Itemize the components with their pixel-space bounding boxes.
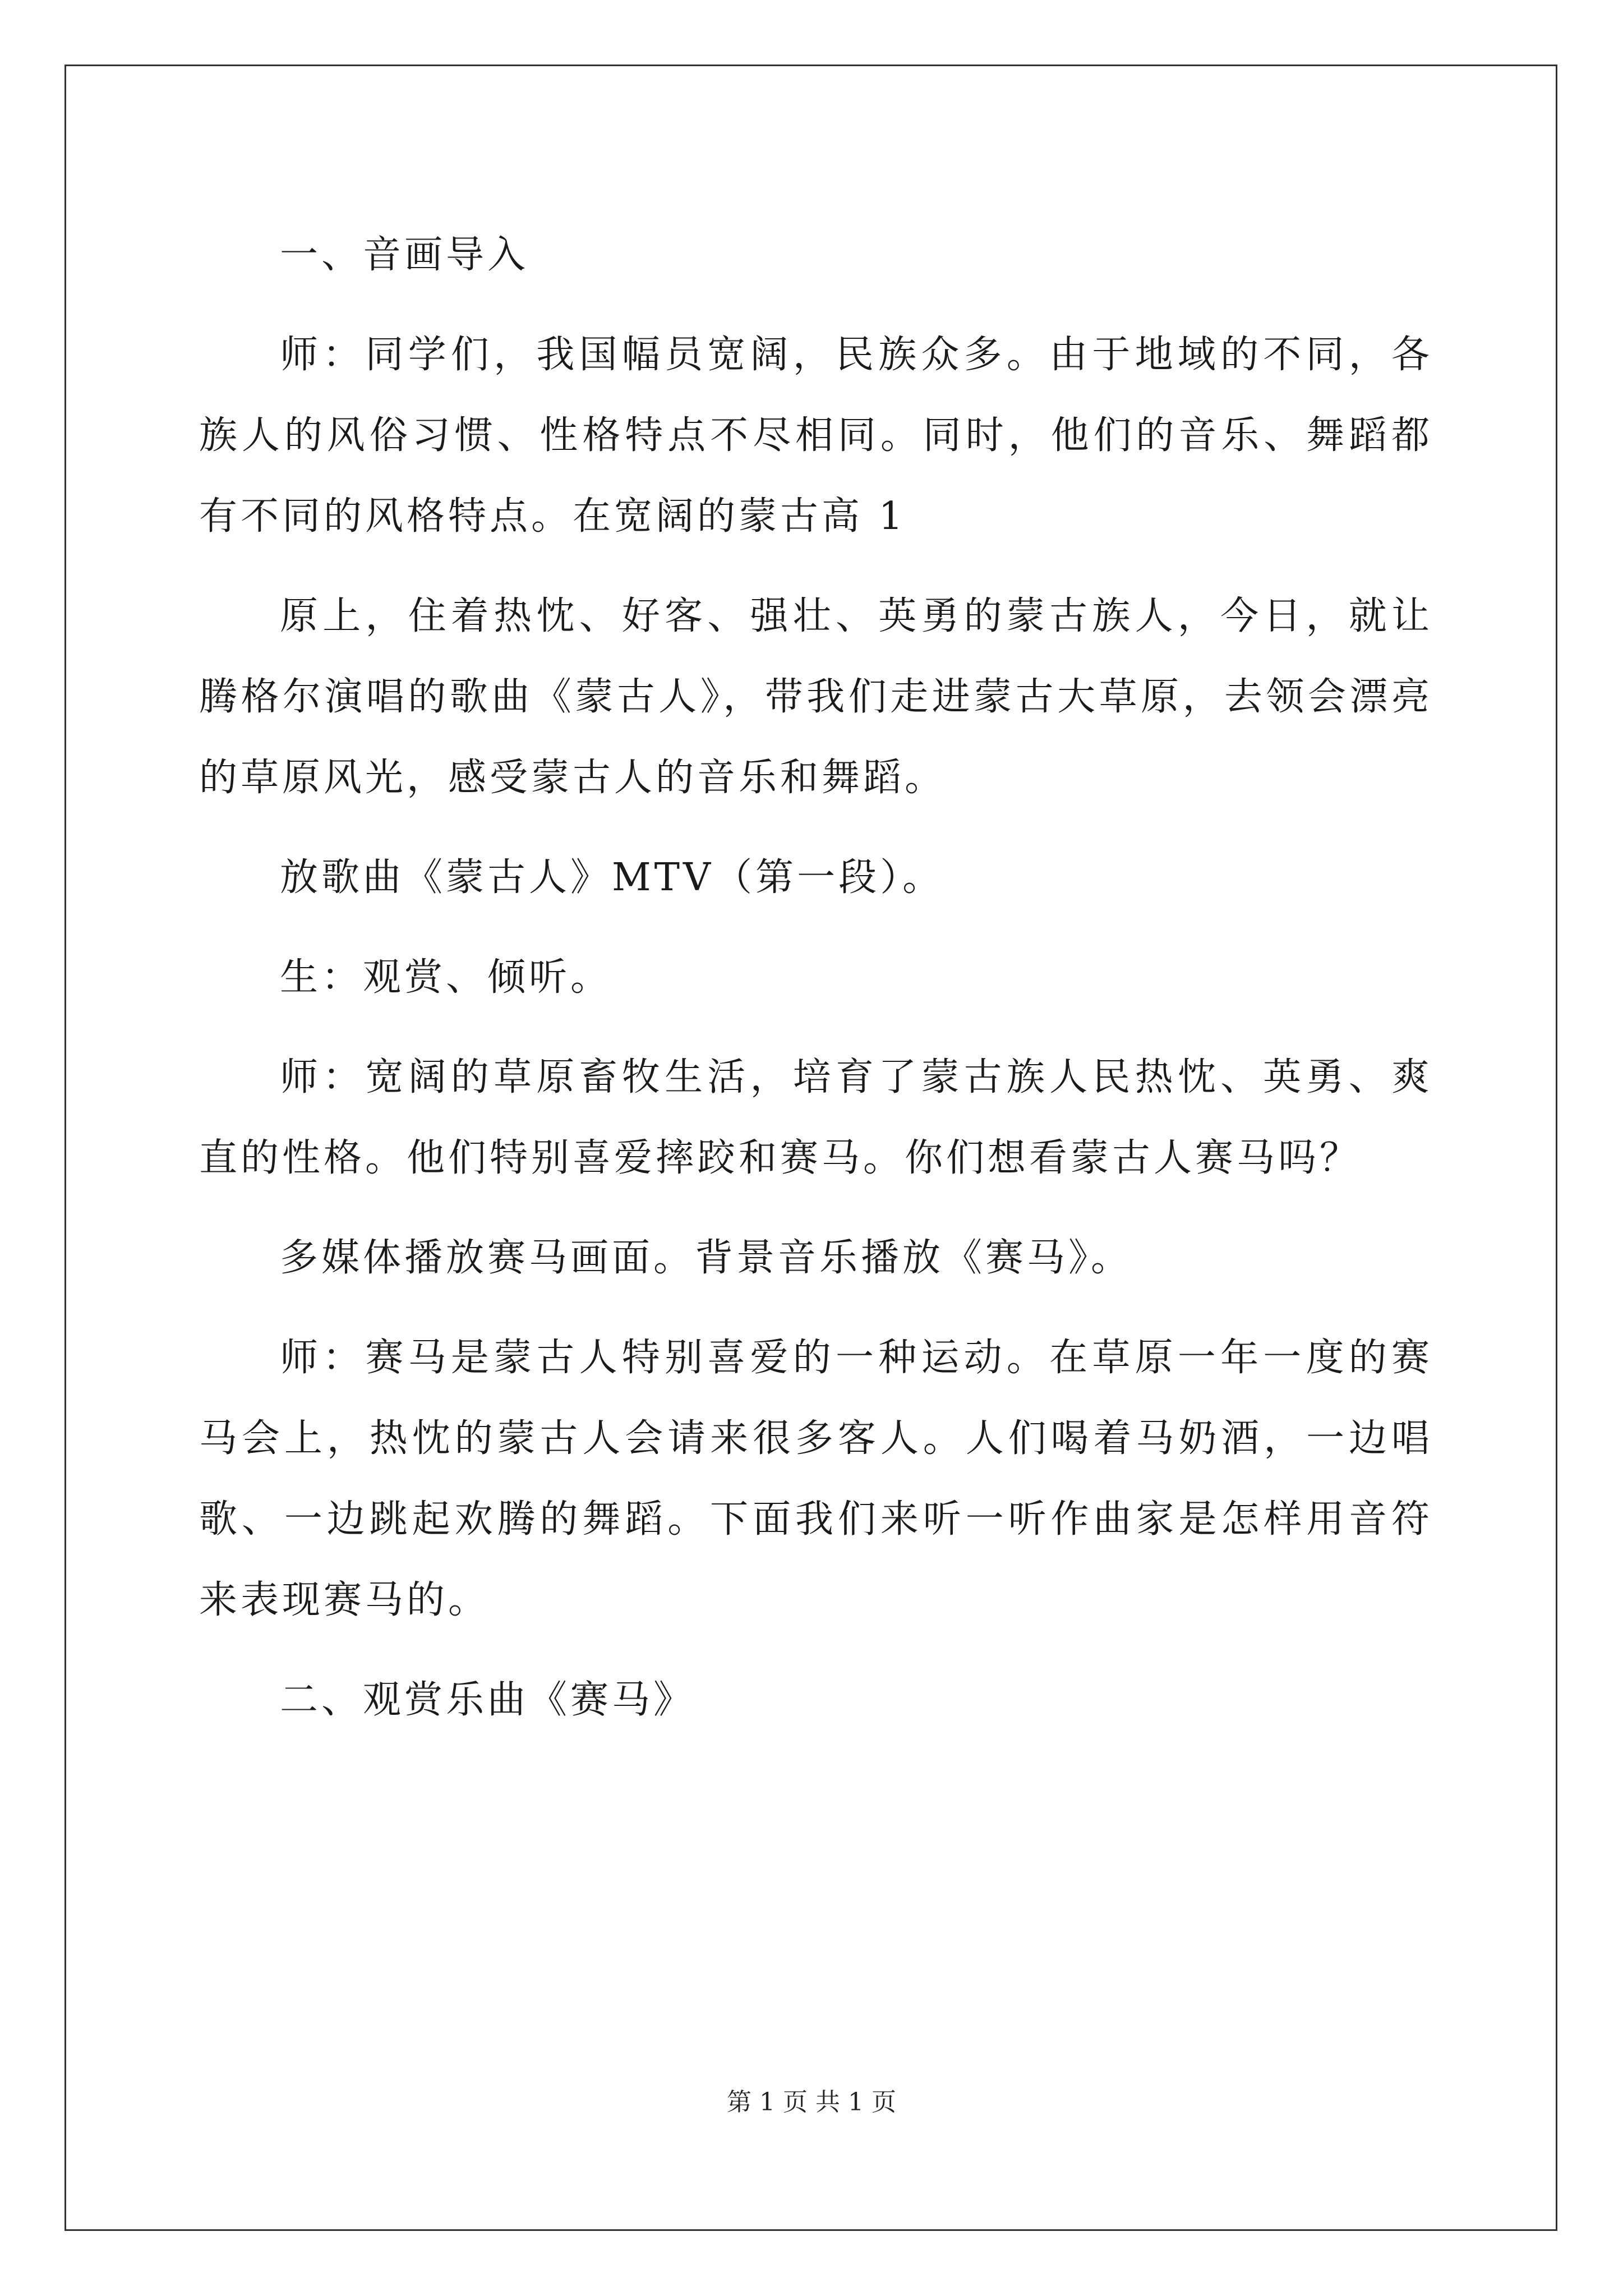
page-number-footer: 第 1 页 共 1 页 (727, 2088, 896, 2116)
paragraph: 师：宽阔的草原畜牧生活，培育了蒙古族人民热忱、英勇、爽直的性格。他们特别喜爱摔跤和赛马。你们想看蒙古人赛马吗？ (199, 1055, 1433, 1180)
section-heading-1: 一、音画导入 (280, 233, 529, 277)
paragraph: 师：赛马是蒙古人特别喜爱的一种运动。在草原一年一度的赛马会上，热忱的蒙古人会请来很多客人。人们喝着马奶酒，一边唱歌、一边跳起欢腾的舞蹈。下面我们来听一听作曲家是怎样用音符来表现赛马的。 (199, 1336, 1433, 1622)
paragraph: 原上，住着热忱、好客、强壮、英勇的蒙古族人，今日，就让腾格尔演唱的歌曲《蒙古人》，带我们走进蒙古大草原，去领会漂亮的草原风光，感受蒙古人的音乐和舞蹈。 (199, 594, 1433, 800)
document-body (199, 215, 1433, 1741)
paragraph: 师：同学们，我国幅员宽阔，民族众多。由于地域的不同，各族人的风俗习惯、性格特点不尽相同。同时，他们的音乐、舞蹈都有不同的风格特点。在宽阔的蒙古高 1 (199, 333, 1433, 539)
paragraph: 放歌曲《蒙古人》MTV（第一段）。 (280, 855, 944, 900)
paragraph: 多媒体播放赛马画面。背景音乐播放《赛马》。 (280, 1236, 1133, 1280)
paragraph: 生：观赏、倾听。 (280, 955, 612, 1000)
section-heading-2: 二、观赏乐曲《赛马》 (280, 1678, 695, 1722)
